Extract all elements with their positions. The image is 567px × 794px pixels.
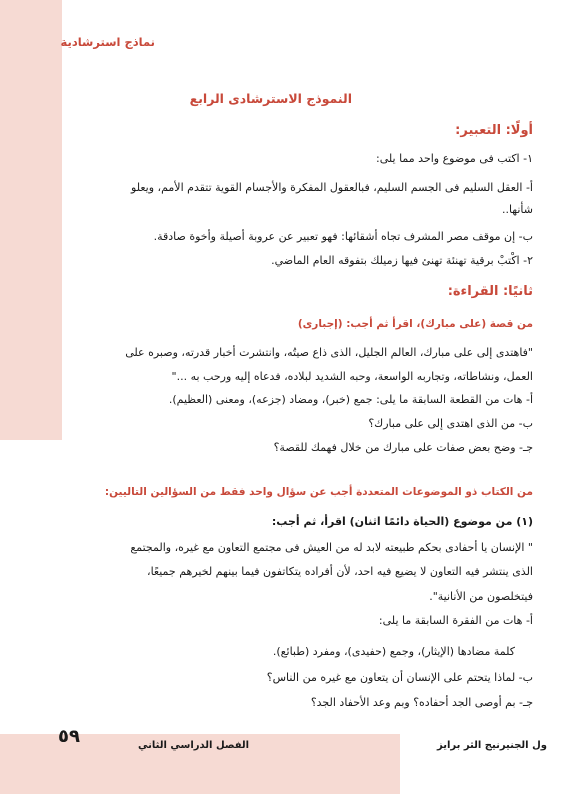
topic-line: جـ- بم أوصى الجد أحفاده؟ وبم وعد الأحفاد الجد؟ (310, 696, 533, 709)
topic-line: الذى ينتشر فيه التعاون لا يضيع فيه احد، لأن أفراده يتكاتفون فيما بينهم لخيرهم جميعًا، (147, 565, 533, 578)
footer-term: الفصل الدراسي الثاني (138, 740, 250, 751)
expression-line: شأنها.. (501, 203, 533, 216)
expression-heading: أولًا: التعبير: (455, 123, 533, 138)
decorative-side-band (0, 0, 62, 440)
expression-line: ب- إن موقف مصر المشرف تجاه أشقائها: فهو تعبير عن عروبة أصيلة وأخوة صادقة. (153, 230, 533, 243)
book-heading: من الكتاب ذو الموضوعات المتعددة أجب عن سؤال واحد فقط من السؤالين التاليين: (104, 486, 533, 498)
page-number: ٥٩ (58, 726, 80, 747)
topic-line: ب- لماذا يتحتم على الإنسان أن يتعاون مع غيره من الناس؟ (266, 671, 533, 684)
expression-line: ٢- اكْتبْ برقية تهنئة تهنئ فيها زميلك بتفوقه العام الماضي. (271, 254, 533, 267)
topic-heading: (١) من موضوع (الحياة دائمًا اثنان) اقرأ، ثم أجب: (271, 515, 533, 528)
story-heading: من قصة (على مبارك)، اقرأ ثم أجب: (إجبارى) (297, 318, 533, 330)
model-title: النموذج الاسترشادى الرابع (189, 91, 352, 106)
reading-heading: ثانيًا: القراءة: (447, 284, 533, 299)
story-line: ب- من الذى اهتدى إلى على مبارك؟ (368, 417, 533, 430)
expression-line: أ- العقل السليم فى الجسم السليم، فبالعقول المفكرة والأجسام القوية تتقدم الأمم، ويعلو (131, 181, 533, 194)
expression-line: ١- اكتب فى موضوع واحد مما يلى: (376, 152, 533, 165)
story-line: أ- هات من القطعة السابقة ما يلى: جمع (خبر)، ومضاد (جزعه)، ومعنى (العظيم). (168, 393, 533, 406)
topic-line: أ- هات من الفقرة السابقة ما يلى: (378, 614, 533, 627)
section-header-label: نماذج استرشادية (60, 35, 155, 49)
topic-line: فيتخلصون من الأنانية". (429, 590, 533, 603)
story-line: جـ- وضح بعض صفات على مبارك من خلال فهمك للقصة؟ (273, 441, 533, 454)
story-line: "فاهتدى إلى على مبارك، العالم الجليل، الذى ذاع صيتُه، وانتشرت أخبار قدرته، وصبره على (125, 346, 533, 359)
footer-book-title: ول الجنيرنيج الثر برايز (436, 740, 547, 751)
topic-line: " الإنسان يا أحفادى بحكم طبيعته لابد له من العيش فى مجتمع التعاون مع غيره، والمجتمع (130, 541, 533, 554)
story-line: العمل، ونشاطاته، وتجاربه الواسعة، وحبه الشديد لبلاده، فدعاه إليه ورحب به ..." (171, 370, 533, 383)
topic-line: كلمة مضادها (الإيثار)، وجمع (حفيدى)، ومفرد (طبائع). (272, 645, 515, 658)
